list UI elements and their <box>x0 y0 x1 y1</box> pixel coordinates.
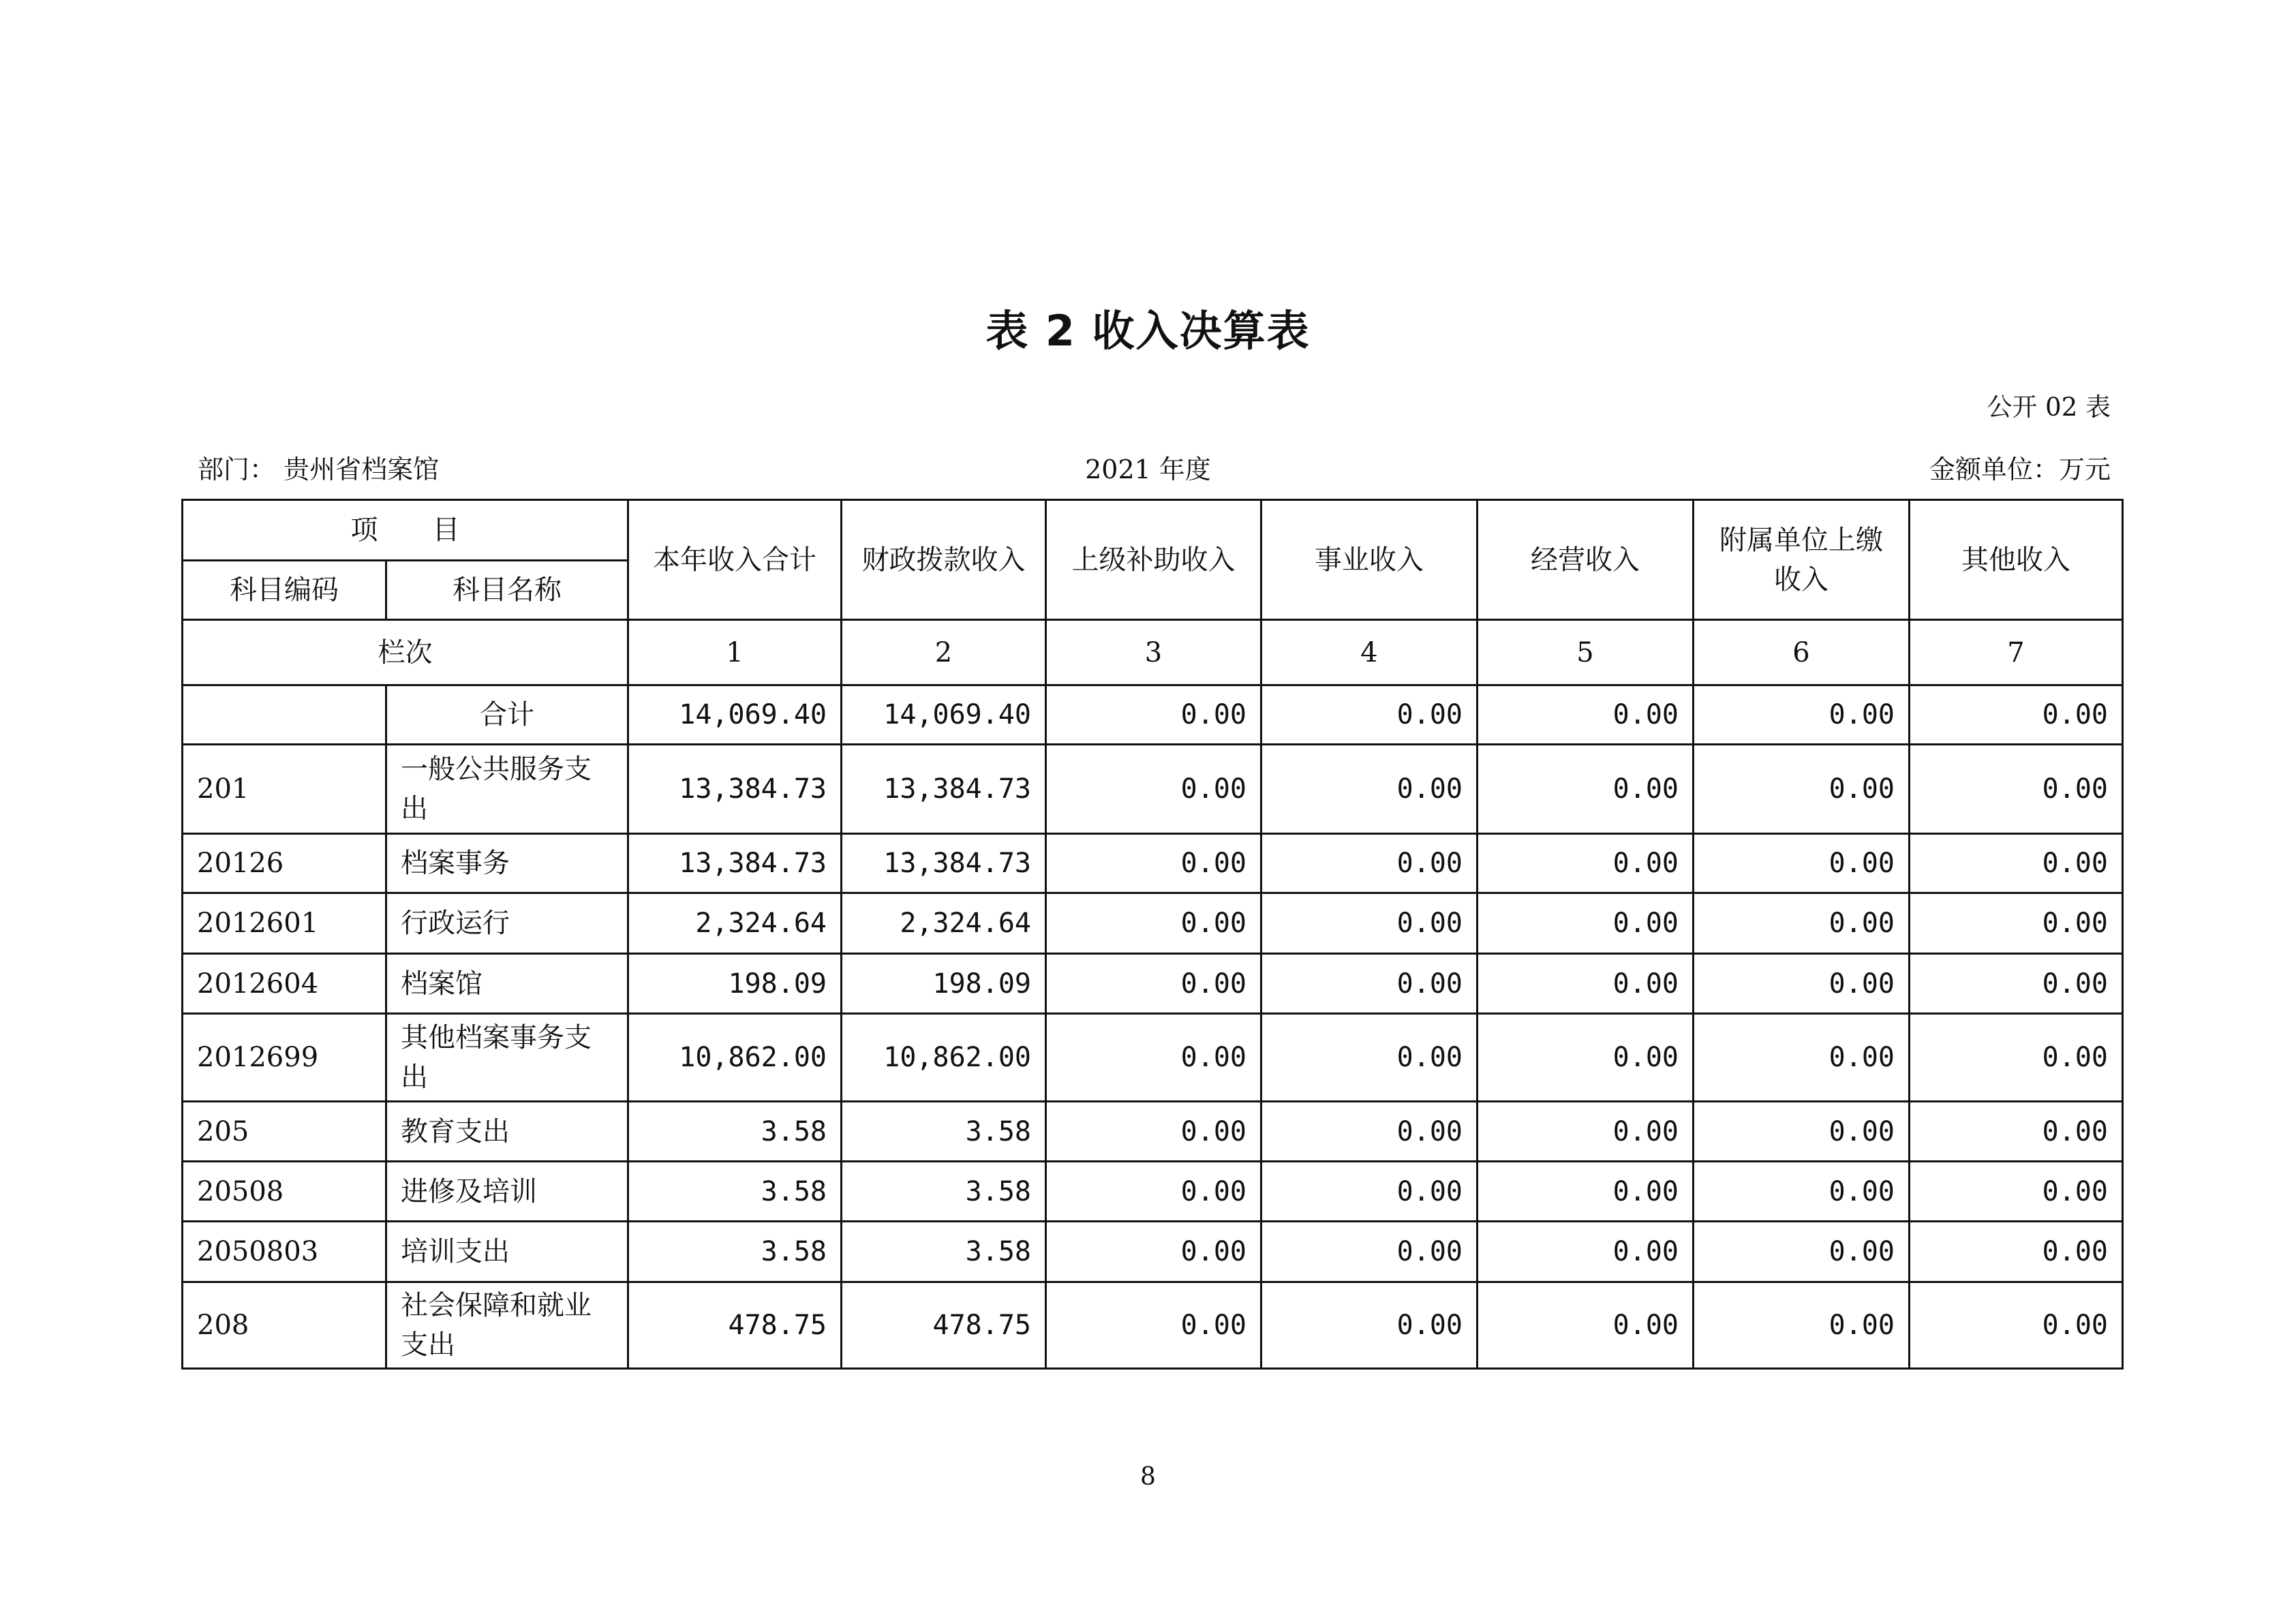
amount-cell: 13,384.73 <box>842 745 1046 834</box>
subject-code: 201 <box>183 745 386 834</box>
amount-cell: 3.58 <box>842 1162 1046 1222</box>
amount-cell: 3.58 <box>628 1102 842 1162</box>
amount-unit: 金额单位：万元 <box>1929 454 2111 484</box>
amount-cell: 10,862.00 <box>628 1014 842 1102</box>
amount-cell: 198.09 <box>842 954 1046 1014</box>
amount-cell: 0.00 <box>1261 685 1478 745</box>
table-row <box>183 1014 2123 1102</box>
amount-cell: 0.00 <box>1046 1222 1261 1282</box>
total-row <box>183 685 2123 745</box>
table-row <box>183 745 2123 834</box>
header-row-item <box>183 500 2123 561</box>
column-number: 6 <box>1694 620 1910 685</box>
table-row <box>183 834 2123 893</box>
amount-cell: 0.00 <box>1910 893 2123 954</box>
subject-name: 社会保障和就业支出 <box>386 1282 628 1369</box>
subject-code: 205 <box>183 1102 386 1162</box>
amount-cell: 13,384.73 <box>842 834 1046 893</box>
amount-cell: 0.00 <box>1694 1102 1910 1162</box>
column-number: 2 <box>842 620 1046 685</box>
amount-cell: 13,384.73 <box>628 745 842 834</box>
table-row <box>183 954 2123 1014</box>
column-number: 7 <box>1910 620 2123 685</box>
header-col-operating: 经营收入 <box>1478 500 1694 620</box>
amount-cell: 0.00 <box>1694 1014 1910 1102</box>
table-row <box>183 1282 2123 1369</box>
header-col-total: 本年收入合计 <box>628 500 842 620</box>
amount-cell: 0.00 <box>1694 834 1910 893</box>
header-col-fiscal: 财政拨款收入 <box>842 500 1046 620</box>
amount-cell: 0.00 <box>1046 1162 1261 1222</box>
amount-cell: 14,069.40 <box>628 685 842 745</box>
fiscal-year: 2021 年度 <box>1085 454 1211 484</box>
amount-cell: 0.00 <box>1261 834 1478 893</box>
amount-cell: 0.00 <box>1478 1222 1694 1282</box>
amount-cell: 198.09 <box>628 954 842 1014</box>
subject-name: 行政运行 <box>386 893 628 954</box>
income-statement-table <box>181 499 2124 1370</box>
amount-cell: 0.00 <box>1046 954 1261 1014</box>
header-name: 科目名称 <box>386 561 628 620</box>
amount-cell: 0.00 <box>1261 745 1478 834</box>
amount-cell: 0.00 <box>1046 1102 1261 1162</box>
subject-name: 档案事务 <box>386 834 628 893</box>
amount-cell: 0.00 <box>1046 1282 1261 1369</box>
page-number: 8 <box>1140 1463 1156 1491</box>
header-col-business: 事业收入 <box>1261 500 1478 620</box>
amount-cell: 0.00 <box>1478 1162 1694 1222</box>
amount-cell: 0.00 <box>1910 954 2123 1014</box>
amount-cell: 478.75 <box>842 1282 1046 1369</box>
amount-cell: 0.00 <box>1478 1102 1694 1162</box>
subject-code: 2012601 <box>183 893 386 954</box>
subject-name: 其他档案事务支出 <box>386 1014 628 1102</box>
amount-cell: 0.00 <box>1478 954 1694 1014</box>
amount-cell: 0.00 <box>1910 1102 2123 1162</box>
department-label: 部门： 贵州省档案馆 <box>198 454 440 484</box>
subject-code: 2012699 <box>183 1014 386 1102</box>
amount-cell: 13,384.73 <box>628 834 842 893</box>
amount-cell: 0.00 <box>1478 1014 1694 1102</box>
column-number: 5 <box>1478 620 1694 685</box>
amount-cell: 0.00 <box>1694 685 1910 745</box>
amount-cell: 2,324.64 <box>842 893 1046 954</box>
subject-code: 2012604 <box>183 954 386 1014</box>
amount-cell: 478.75 <box>628 1282 842 1369</box>
column-number: 4 <box>1261 620 1478 685</box>
form-number: 公开 02 表 <box>1987 392 2111 422</box>
amount-cell: 0.00 <box>1478 745 1694 834</box>
amount-cell: 0.00 <box>1261 1162 1478 1222</box>
amount-cell: 0.00 <box>1694 1222 1910 1282</box>
column-number-row <box>183 620 2123 685</box>
amount-cell: 0.00 <box>1910 1014 2123 1102</box>
amount-cell: 0.00 <box>1910 1282 2123 1369</box>
amount-cell: 0.00 <box>1046 745 1261 834</box>
amount-cell: 0.00 <box>1261 1222 1478 1282</box>
subject-code: 208 <box>183 1282 386 1369</box>
table-row <box>183 893 2123 954</box>
subject-code: 20508 <box>183 1162 386 1222</box>
amount-cell: 0.00 <box>1478 893 1694 954</box>
amount-cell: 0.00 <box>1046 893 1261 954</box>
table-row <box>183 1102 2123 1162</box>
amount-cell: 0.00 <box>1910 685 2123 745</box>
amount-cell: 0.00 <box>1694 893 1910 954</box>
header-item: 项 目 <box>183 500 628 561</box>
amount-cell: 0.00 <box>1261 1282 1478 1369</box>
amount-cell: 0.00 <box>1910 1222 2123 1282</box>
amount-cell: 2,324.64 <box>628 893 842 954</box>
amount-cell: 0.00 <box>1910 1162 2123 1222</box>
column-number: 3 <box>1046 620 1261 685</box>
subject-code: 20126 <box>183 834 386 893</box>
subject-name: 档案馆 <box>386 954 628 1014</box>
column-number: 1 <box>628 620 842 685</box>
amount-cell: 0.00 <box>1261 954 1478 1014</box>
amount-cell: 3.58 <box>628 1162 842 1222</box>
amount-cell: 0.00 <box>1910 745 2123 834</box>
amount-cell: 3.58 <box>628 1222 842 1282</box>
subject-name: 进修及培训 <box>386 1162 628 1222</box>
row-label: 栏次 <box>183 620 628 685</box>
subject-code <box>183 685 386 745</box>
amount-cell: 3.58 <box>842 1222 1046 1282</box>
amount-cell: 10,862.00 <box>842 1014 1046 1102</box>
amount-cell: 0.00 <box>1694 745 1910 834</box>
header-col-other: 其他收入 <box>1910 500 2123 620</box>
subject-code: 2050803 <box>183 1222 386 1282</box>
amount-cell: 0.00 <box>1046 834 1261 893</box>
header-code: 科目编码 <box>183 561 386 620</box>
amount-cell: 0.00 <box>1046 685 1261 745</box>
subject-name: 培训支出 <box>386 1222 628 1282</box>
header-col-superior-subsidy: 上级补助收入 <box>1046 500 1261 620</box>
table-row <box>183 1222 2123 1282</box>
amount-cell: 0.00 <box>1261 1102 1478 1162</box>
amount-cell: 0.00 <box>1478 834 1694 893</box>
amount-cell: 0.00 <box>1261 893 1478 954</box>
table-title: 表 2 收入决算表 <box>985 306 1311 356</box>
table-row <box>183 1162 2123 1222</box>
header-col-affiliated: 附属单位上缴收入 <box>1694 500 1910 620</box>
amount-cell: 0.00 <box>1478 685 1694 745</box>
amount-cell: 0.00 <box>1694 1162 1910 1222</box>
amount-cell: 14,069.40 <box>842 685 1046 745</box>
subject-name: 一般公共服务支出 <box>386 745 628 834</box>
amount-cell: 0.00 <box>1910 834 2123 893</box>
amount-cell: 3.58 <box>842 1102 1046 1162</box>
amount-cell: 0.00 <box>1478 1282 1694 1369</box>
amount-cell: 0.00 <box>1046 1014 1261 1102</box>
amount-cell: 0.00 <box>1694 1282 1910 1369</box>
amount-cell: 0.00 <box>1261 1014 1478 1102</box>
amount-cell: 0.00 <box>1694 954 1910 1014</box>
subject-name: 合计 <box>386 685 628 745</box>
subject-name: 教育支出 <box>386 1102 628 1162</box>
